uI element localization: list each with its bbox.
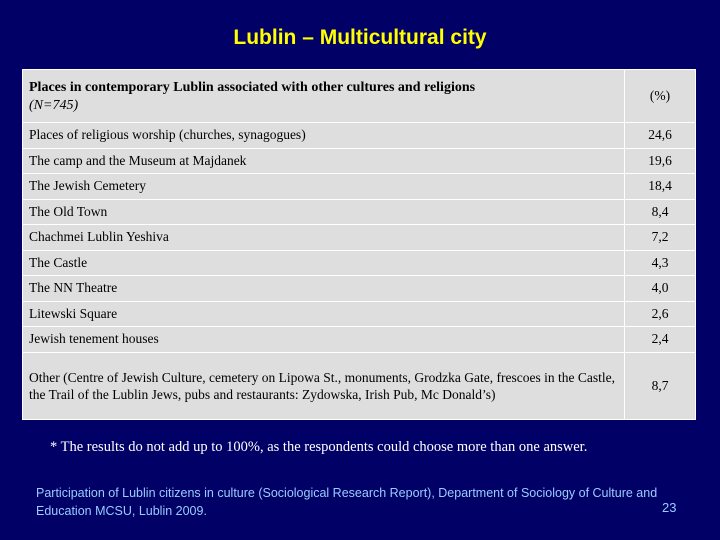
- table-row: [23, 174, 696, 200]
- row-value: 4,3: [625, 250, 696, 276]
- header-label-title: Places in contemporary Lublin associated with other cultures and religions: [29, 79, 476, 95]
- row-label: The Castle: [23, 250, 625, 276]
- table-header-row: [23, 70, 696, 123]
- table-row: [23, 301, 696, 327]
- table-header-label: [23, 70, 625, 123]
- table-row: [23, 123, 696, 149]
- row-label: Places of religious worship (churches, synagogues): [23, 123, 625, 149]
- table-row: [23, 148, 696, 174]
- row-label: The Jewish Cemetery: [23, 174, 625, 200]
- row-label: Litewski Square: [23, 301, 625, 327]
- row-value: 8,4: [625, 199, 696, 225]
- row-label: Jewish tenement houses: [23, 327, 625, 353]
- row-label: Other (Centre of Jewish Culture, cemetery on Lipowa St., monuments, Grodzka Gate, frescoes in the Castle, the Trail of the Lublin Jews, pubs and restaurants: Zydowska, Irish Pub, Mc Donald’s): [23, 352, 625, 419]
- table-row: [23, 250, 696, 276]
- source-citation: Participation of Lublin citizens in culture (Sociological Research Report), Department of Sociology of Culture and Education MCSU, Lublin 2009.: [36, 486, 658, 518]
- table-row: [23, 199, 696, 225]
- row-label: The camp and the Museum at Majdanek: [23, 148, 625, 174]
- row-label: The Old Town: [23, 199, 625, 225]
- results-table: [22, 69, 696, 420]
- page-number: 23: [662, 500, 677, 515]
- table-row: [23, 225, 696, 251]
- table-row: [23, 352, 696, 419]
- row-label: Chachmei Lublin Yeshiva: [23, 225, 625, 251]
- header-label-sample-size: (N=745): [29, 97, 79, 113]
- row-value: 7,2: [625, 225, 696, 251]
- footnote: * The results do not add up to 100%, as the respondents could choose more than one answer.: [50, 439, 588, 455]
- row-value: 2,4: [625, 327, 696, 353]
- row-value: 18,4: [625, 174, 696, 200]
- table-row: [23, 327, 696, 353]
- table-row: [23, 276, 696, 302]
- table-header-value: (%): [625, 70, 696, 123]
- row-value: 4,0: [625, 276, 696, 302]
- row-value: 24,6: [625, 123, 696, 149]
- row-value: 8,7: [625, 352, 696, 419]
- row-label: The NN Theatre: [23, 276, 625, 302]
- row-value: 2,6: [625, 301, 696, 327]
- row-value: 19,6: [625, 148, 696, 174]
- slide-title: Lublin – Multicultural city: [233, 26, 487, 49]
